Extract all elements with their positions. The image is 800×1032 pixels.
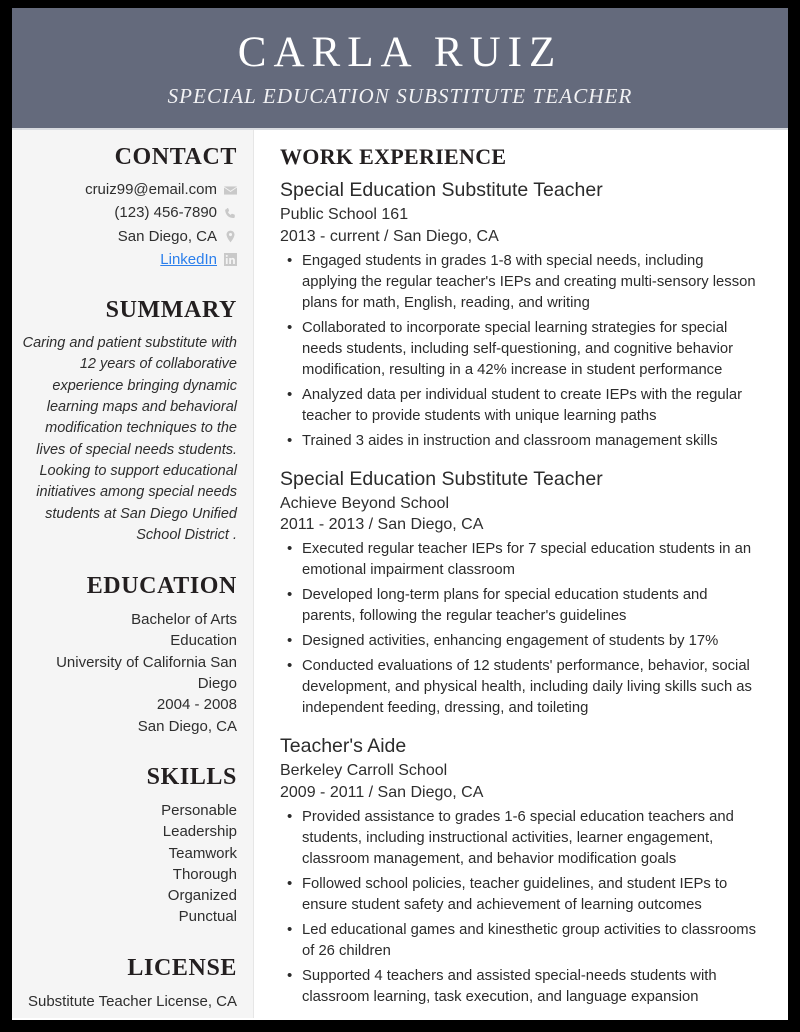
license-text: Substitute Teacher License, CA (27, 992, 237, 1010)
education-location: San Diego, CA (137, 717, 237, 735)
contact-phone-text: (123) 456-7890 (114, 204, 217, 222)
job-bullet: • Designed activities, enhancing engagement of students by 17% (280, 631, 762, 652)
job-title: Special Education Substitute Teacher (280, 179, 603, 201)
job-organization: Berkeley Carroll School (280, 762, 448, 780)
job-bullet: • Collaborated to incorporate special learning strategies for special needs students, including self-questioning, and cognitive behavior modification, resulting in a 42% increase in student performance (280, 318, 762, 381)
resume-header (12, 8, 788, 130)
summary-heading: SUMMARY (105, 297, 237, 323)
job-bullet: • Executed regular teacher IEPs for 7 special education students in an emotional impairment classroom (280, 539, 762, 581)
sidebar (12, 130, 254, 1018)
skills-heading: SKILLS (146, 763, 237, 790)
job-bullet: • Analyzed data per individual student to create IEPs with the regular teacher to provide students with unique learning paths (280, 385, 762, 427)
contact-linkedin-link[interactable]: LinkedIn (160, 250, 217, 268)
job-title: Special Education Substitute Teacher (280, 467, 603, 490)
resume-page (12, 8, 788, 1020)
education-field: Education (170, 632, 237, 650)
job-entry (280, 178, 762, 452)
job-entry (280, 467, 762, 720)
job-bullet: • Followed school policies, teacher guidelines, and student IEPs to ensure student safety and achievement of learning outcomes (280, 874, 762, 916)
education-degree: Bachelor of Arts (131, 611, 237, 629)
work-experience-heading: WORK EXPERIENCE (280, 144, 507, 169)
candidate-job-title: SPECIAL EDUCATION SUBSTITUTE TEACHER (167, 84, 633, 109)
skill-item: Thorough (172, 865, 237, 883)
job-bullet: • Trained 3 aides in instruction and classroom management skills (280, 431, 762, 452)
job-bullets (280, 807, 762, 1008)
skill-item: Leadership (162, 823, 237, 841)
contact-item-email (22, 180, 237, 200)
job-bullet: • Led educational games and kinesthetic group activities to classrooms of 26 children (280, 920, 762, 962)
skill-item: Personable (161, 801, 237, 819)
contact-item-phone (22, 203, 237, 223)
contact-item-linkedin[interactable] (22, 250, 237, 270)
skill-item: Teamwork (168, 844, 237, 862)
phone-icon (224, 207, 237, 220)
job-bullets (280, 251, 762, 452)
contact-email-text: cruiz99@email.com (85, 181, 217, 198)
candidate-name: CARLA RUIZ (237, 29, 563, 76)
skill-item: Punctual (178, 908, 237, 926)
education-school: University of California San Diego (56, 653, 237, 693)
job-dates-location: 2009 - 2011 / San Diego, CA (280, 784, 484, 801)
resume-body (12, 130, 788, 1018)
job-organization: Achieve Beyond School (280, 494, 449, 512)
job-title: Teacher's Aide (280, 735, 407, 758)
job-entry (280, 734, 762, 1008)
envelope-icon (224, 184, 237, 197)
skill-item: Organized (167, 887, 237, 905)
job-bullet: • Developed long-term plans for special education students and parents, following the regular teacher's guidelines (280, 585, 762, 627)
job-dates-location: 2011 - 2013 / San Diego, CA (280, 516, 484, 534)
job-bullets (280, 539, 762, 719)
contact-location-text: San Diego, CA (117, 227, 217, 245)
job-bullet: • Engaged students in grades 1-8 with special needs, including applying the regular teacher's IEPs and creating multi-sensory lesson plans for math, English, reading, and writing (280, 251, 762, 314)
main-column (254, 130, 788, 1018)
education-dates: 2004 - 2008 (156, 696, 237, 714)
education-heading: EDUCATION (86, 573, 237, 600)
contact-heading: CONTACT (114, 144, 237, 170)
job-bullet: • Provided assistance to grades 1-6 special education teachers and students, including instructional activities, learner engagement, classroom management, and behavior modification goals (280, 807, 762, 870)
contact-item-location (22, 227, 237, 247)
job-bullet: • Conducted evaluations of 12 students' performance, behavior, social development, and physical health, including daily living skills such as independent feeding, dressing, and toileting (280, 656, 762, 719)
skills-list (22, 800, 237, 928)
job-organization: Public School 161 (280, 206, 409, 224)
summary-text: Caring and patient substitute with 12 years of collaborative experience bringing dynamic learning maps and behavioral modification techniques to the lives of special needs students. Looking to support educational initiatives among special needs students at San Diego Unified School District . (22, 335, 237, 543)
linkedin-icon[interactable] (224, 253, 237, 266)
license-heading: LICENSE (127, 954, 237, 981)
job-dates-location: 2013 - current / San Diego, CA (280, 227, 499, 245)
job-bullet: • Supported 4 teachers and assisted special-needs students with classroom learning, task execution, and language expansion (280, 966, 762, 1008)
location-pin-icon (224, 230, 237, 243)
